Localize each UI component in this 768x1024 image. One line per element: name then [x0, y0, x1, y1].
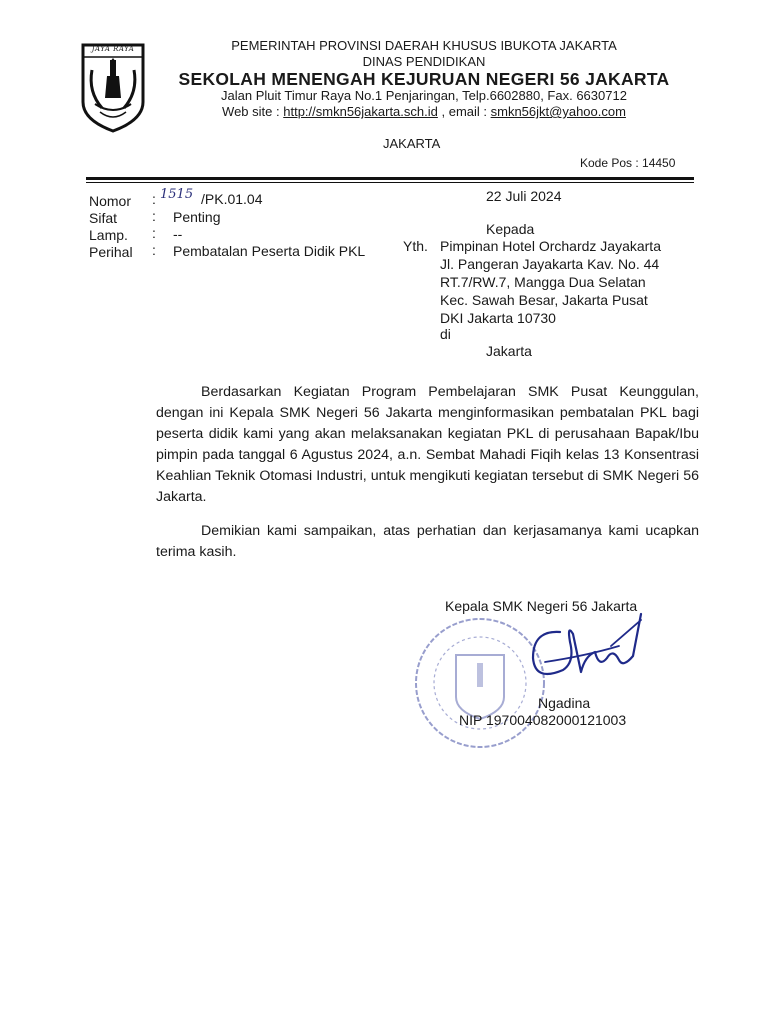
logo-text: JAYA RAYA	[91, 45, 135, 53]
nomor-separator: :	[152, 191, 156, 207]
kepada-label: Kepada	[486, 221, 535, 237]
nomor-value: /PK.01.04	[201, 191, 263, 207]
email-label: , email :	[437, 104, 491, 119]
signatory-title: Kepala SMK Negeri 56 Jakarta	[445, 598, 638, 614]
web-label: Web site :	[222, 104, 284, 119]
header-rule-thin	[86, 182, 694, 183]
recipient-line: Kec. Sawah Besar, Jakarta Pusat	[440, 292, 648, 308]
lamp-value: --	[173, 226, 183, 242]
school-name: SEKOLAH MENENGAH KEJURUAN NEGERI 56 JAKARTA	[178, 69, 670, 89]
recipient-city: Jakarta	[486, 343, 532, 359]
nomor-label: Nomor	[89, 193, 132, 209]
sifat-separator: :	[152, 208, 156, 224]
signatory-nip: NIP 197004082000121003	[459, 712, 627, 728]
sifat-value: Penting	[173, 209, 221, 225]
government-line: PEMERINTAH PROVINSI DAERAH KHUSUS IBUKOTA JAKARTA	[231, 38, 617, 53]
header-rule-thick	[86, 177, 694, 180]
nomor-handwritten: 1515	[160, 187, 194, 202]
email-link[interactable]: smkn56jkt@yahoo.com	[490, 104, 626, 119]
handwritten-signature	[515, 612, 665, 696]
city-heading: JAKARTA	[383, 136, 441, 151]
recipient-line: RT.7/RW.7, Mangga Dua Selatan	[440, 274, 646, 290]
yth-label: Yth.	[403, 238, 428, 254]
recipient-line: Jl. Pangeran Jayakarta Kav. No. 44	[440, 256, 660, 272]
postal-code: Kode Pos : 14450	[580, 156, 676, 170]
sifat-label: Sifat	[89, 210, 118, 226]
body-paragraph-1: Berdasarkan Kegiatan Program Pembelajaran SMK Pusat Keunggulan, dengan ini Kepala SMK Negeri 56 Jakarta menginformasikan pembatalan PKL bagi peserta didik kami yang akan melaksanakan kegiatan PKL di perusahaan Bapak/Ibu pimpin pada tanggal 6 Agustus 2024, a.n. Sembat Mahadi Fiqih kelas 13 Konsentrasi Keahlian Teknik Otomasi Industri, untuk mengikuti kegiatan tersebut di SMK Negeri 56 Jakarta.	[156, 384, 699, 505]
perihal-label: Perihal	[89, 244, 133, 260]
school-logo	[80, 42, 146, 134]
perihal-separator: :	[152, 242, 156, 258]
recipient-address	[440, 237, 700, 327]
di-label: di	[440, 326, 451, 342]
department-line: DINAS PENDIDIKAN	[362, 54, 486, 69]
perihal-value: Pembatalan Peserta Didik PKL	[173, 243, 366, 259]
lamp-label: Lamp.	[89, 227, 128, 243]
body-paragraph-2: Demikian kami sampaikan, atas perhatian dan kerjasamanya kami ucapkan terima kasih.	[156, 523, 699, 560]
school-address: Jalan Pluit Timur Raya No.1 Penjaringan, Telp.6602880, Fax. 6630712	[221, 88, 627, 103]
letter-date: 22 Juli 2024	[486, 188, 562, 204]
lamp-separator: :	[152, 225, 156, 241]
recipient-line: Pimpinan Hotel Orchardz Jayakarta	[440, 238, 661, 254]
signatory-name: Ngadina	[538, 695, 591, 711]
contact-line	[150, 104, 698, 119]
recipient-line: DKI Jakarta 10730	[440, 310, 556, 326]
website-link[interactable]: http://smkn56jakarta.sch.id	[283, 104, 438, 119]
